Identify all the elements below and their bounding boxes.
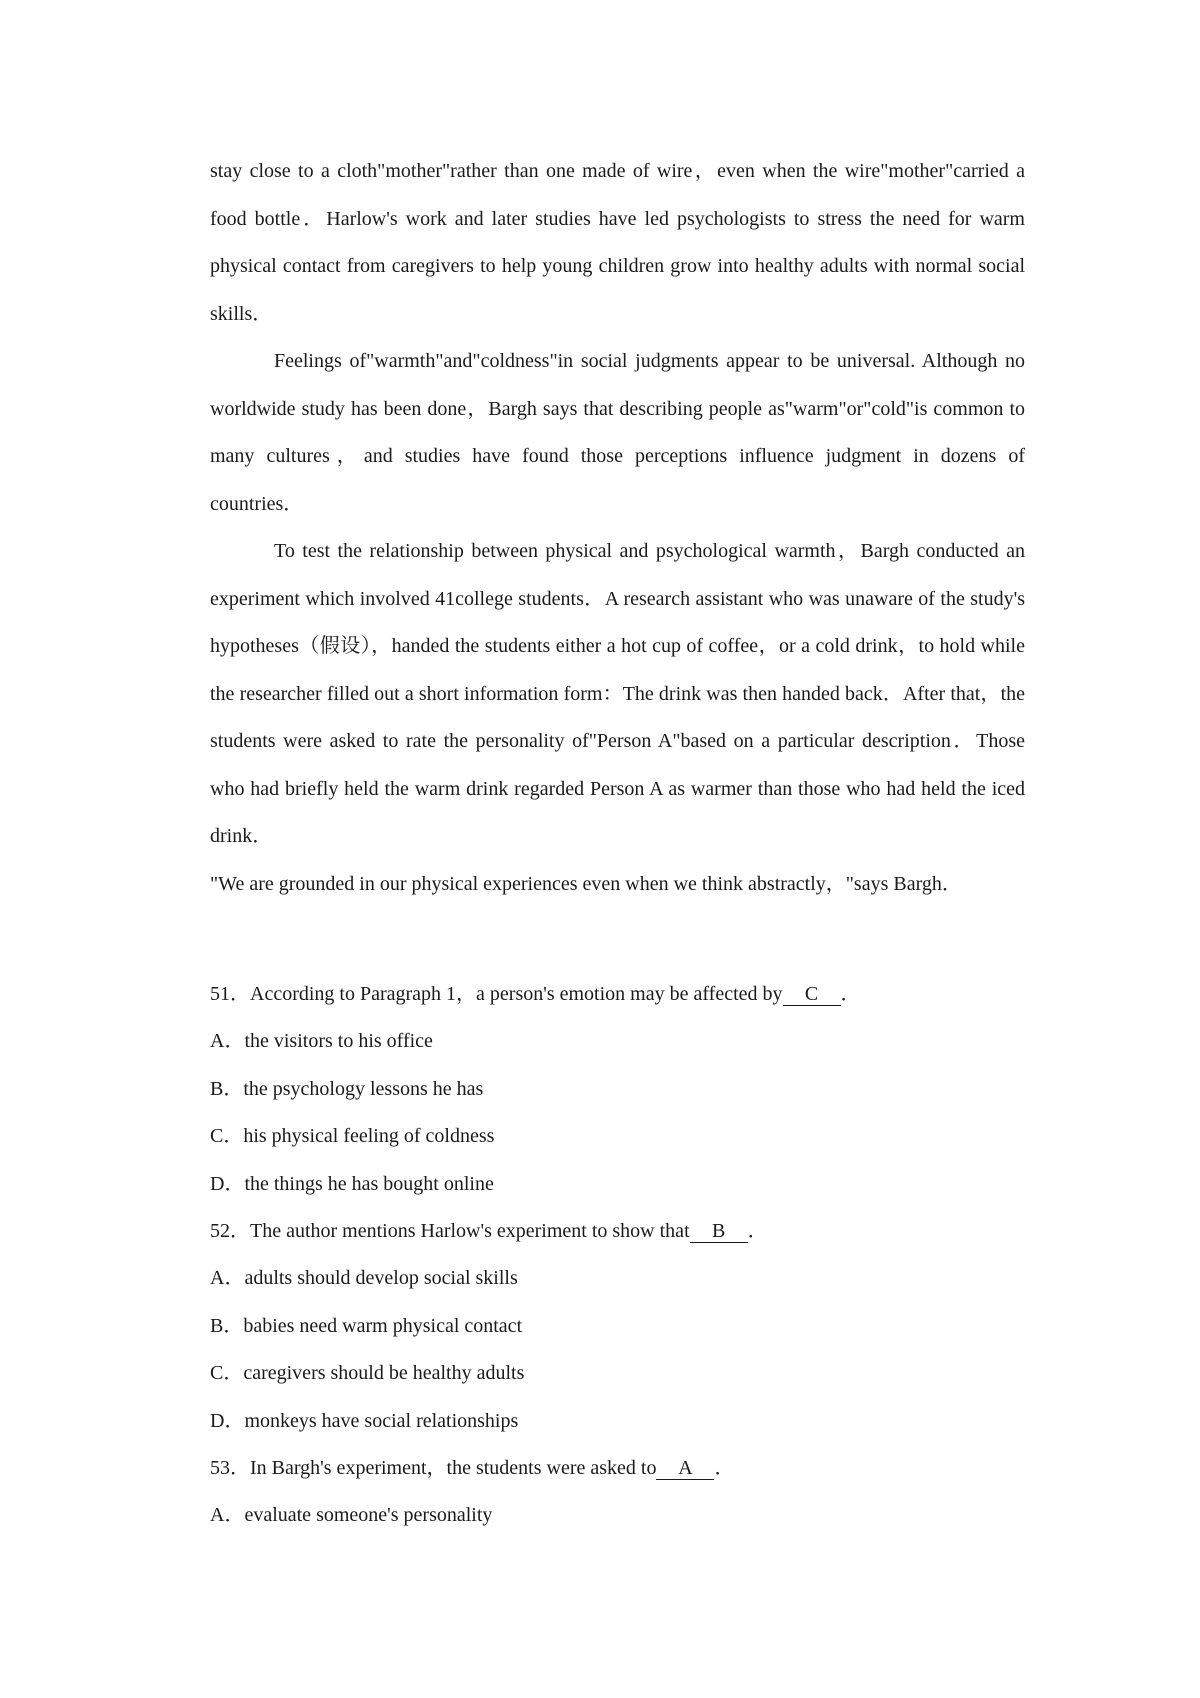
option-item: C．his physical feeling of coldness (210, 1125, 495, 1148)
option-item: D．the things he has bought online (210, 1172, 494, 1195)
passage-paragraph: To test the relationship between physical and psychological warmth，Bargh conducted an experiment which involved 41college students．A research assistant who was unaware of the study's hypotheses（假设），handed the students either a hot cup of coffee，or a cold drink，to hold while the researcher filled out a short information form：The drink was then handed back．After that，the students were asked to rate the personality of"Person A"based on a particular description．Those who had briefly held the warm drink regarded Person A as warmer than those who had held the iced drink． (210, 540, 1025, 847)
option-item: A．adults should develop social skills (210, 1267, 518, 1290)
question-stem (210, 1208, 1025, 1255)
option-item: C．caregivers should be healthy adults (210, 1362, 525, 1385)
question-text: 53．In Bargh's experiment，the students were asked to (210, 1457, 657, 1480)
question-text: 51．According to Paragraph 1，a person's emotion may be affected by (210, 983, 783, 1005)
passage-quote: "We are grounded in our physical experiences even when we think abstractly，"says Bargh． (210, 872, 962, 895)
answer-blank: C (783, 983, 841, 1006)
answer-blank: A (656, 1457, 714, 1480)
question-end-mark: ． (840, 983, 861, 1005)
passage-paragraph: Feelings of"warmth"and"coldness"in social judgments appear to be universal. Although no worldwide study has been done，Bargh says that describing people as"warm"or"cold"is common to many cultures，and studies have found those perceptions influence judgment in dozens of countries． (210, 350, 1025, 515)
question-stem (210, 971, 1025, 1018)
option-item: B．babies need warm physical contact (210, 1314, 523, 1337)
option-item: B．the psychology lessons he has (210, 1077, 484, 1100)
section-gap (210, 908, 1025, 971)
question-stem (210, 1445, 1025, 1492)
answer-blank: B (690, 1220, 748, 1243)
question-text: 52．The author mentions Harlow's experiment to show that (210, 1220, 690, 1243)
option-item: A．evaluate someone's personality (210, 1504, 493, 1527)
question-end-mark: ． (714, 1457, 735, 1480)
question-list (210, 971, 1025, 1540)
option-item: D．monkeys have social relationships (210, 1409, 519, 1432)
option-item: A．the visitors to his office (210, 1030, 433, 1053)
passage-paragraph: stay close to a cloth"mother"rather than one made of wire，even when the wire"mother"carried a food bottle．Harlow's work and later studies have led psychologists to stress the need for warm physical contact from caregivers to help young children grow into healthy adults with normal social skills． (210, 160, 1025, 325)
question-end-mark: ． (747, 1220, 768, 1243)
document-page (210, 148, 1025, 1540)
